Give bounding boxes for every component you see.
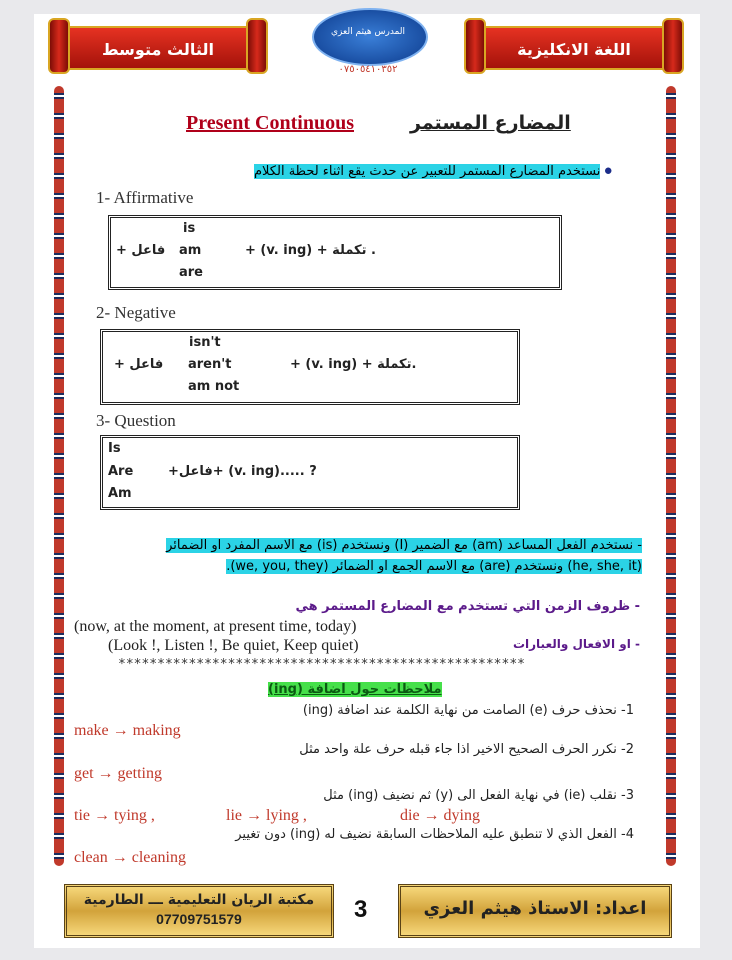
verbs-heading: - او الافعال والعبارات bbox=[512, 637, 640, 651]
library-footer-box bbox=[64, 884, 334, 938]
note-2: 2- نكرر الحرف الصحيح الاخير اذا جاء قبله حرف علة واحد مثل bbox=[299, 742, 634, 757]
aux-am: am bbox=[179, 243, 202, 258]
note-4-example: clean → cleaning bbox=[74, 849, 186, 866]
teacher-logo bbox=[312, 8, 424, 80]
note-3-example-die: die → dying bbox=[400, 807, 480, 824]
logo-phone: ٠٧٥٠٥٤١٠٣٥٢ bbox=[338, 64, 398, 75]
star-divider: **************************************************** bbox=[118, 657, 525, 672]
grade-banner bbox=[48, 12, 268, 68]
aux-note-line2: (he, she, it) ونستخدم (are) مع الاسم الجمع او الضمائر (we, you, they). bbox=[226, 559, 642, 574]
note-3-example-lie: lie → lying , bbox=[226, 807, 307, 824]
library-name: مكتبة الريان التعليمية ـــ الطارمية bbox=[83, 892, 315, 908]
affirmative-subject: فاعل + bbox=[116, 243, 166, 258]
subject-label: اللغة الانكليزية bbox=[517, 40, 631, 59]
note-3: 3- نقلب (ie) في نهاية الفعل الى (y) ثم نضيف (ing) مثل bbox=[323, 788, 634, 803]
adverbs-list: (now, at the moment, at present time, today) bbox=[74, 618, 357, 635]
negative-rest: + (v. ing) + تكملة. bbox=[290, 357, 417, 372]
note-3-example-tie: tie → tying , bbox=[74, 807, 155, 824]
author-name: اعداد: الاستاذ هيثم العزي bbox=[423, 898, 647, 919]
question-heading: 3- Question bbox=[96, 411, 176, 430]
notes-heading: ملاحظات حول اضافة (ing) bbox=[268, 682, 442, 697]
aux-note-line1: - نستخدم الفعل المساعد (am) مع الضمير (I) ونستخدم (is) مع الاسم المفرد او الضمائر bbox=[166, 538, 642, 553]
title-english: Present Continuous bbox=[186, 112, 354, 134]
bullet-icon: ● bbox=[603, 163, 613, 179]
logo-name: المدرس هيثم العزي bbox=[331, 27, 405, 37]
note-1: 1- نحذف حرف (e) الصامت من نهاية الكلمة عند اضافة (ing) bbox=[302, 703, 634, 718]
aux-q-am: Am bbox=[108, 486, 132, 501]
author-footer-box bbox=[398, 884, 672, 938]
right-border-chain bbox=[666, 86, 676, 866]
aux-isnt: isn't bbox=[189, 335, 221, 350]
aux-q-is: Is bbox=[108, 441, 121, 456]
negative-heading: 2- Negative bbox=[96, 303, 176, 322]
aux-q-are: Are bbox=[108, 464, 134, 479]
note-4: 4- الفعل الذي لا تنطبق عليه الملاحظات السابقة نضيف له (ing) دون تغيير bbox=[235, 827, 634, 842]
grade-label: الثالث متوسط bbox=[102, 40, 214, 59]
note-1-example: make → making bbox=[74, 722, 181, 739]
title-arabic: المضارع المستمر bbox=[410, 112, 571, 134]
left-border-chain bbox=[54, 86, 64, 866]
affirmative-heading: 1- Affirmative bbox=[96, 188, 194, 207]
subject-banner bbox=[464, 12, 684, 68]
adverbs-heading: - ظروف الزمن التي تستخدم مع المضارع المستمر هي bbox=[295, 599, 640, 614]
library-phone: 07709751579 bbox=[156, 911, 242, 927]
aux-is: is bbox=[183, 221, 196, 236]
page-number: 3 bbox=[354, 896, 368, 923]
negative-subject: فاعل + bbox=[114, 357, 164, 372]
affirmative-rest: + (v. ing) + تكملة . bbox=[245, 243, 376, 258]
intro-text: نستخدم المضارع المستمر للتعبير عن حدث يقع اثناء لحظة الكلام bbox=[254, 164, 601, 179]
note-2-example: get → getting bbox=[74, 765, 162, 782]
aux-arent: aren't bbox=[188, 357, 232, 372]
question-rest: +فاعل+ (v. ing)..... ? bbox=[168, 464, 317, 479]
intro-line bbox=[254, 163, 613, 180]
aux-am-not: am not bbox=[188, 379, 240, 394]
verbs-list: (Look !, Listen !, Be quiet, Keep quiet) bbox=[108, 637, 359, 654]
aux-are: are bbox=[179, 265, 204, 280]
